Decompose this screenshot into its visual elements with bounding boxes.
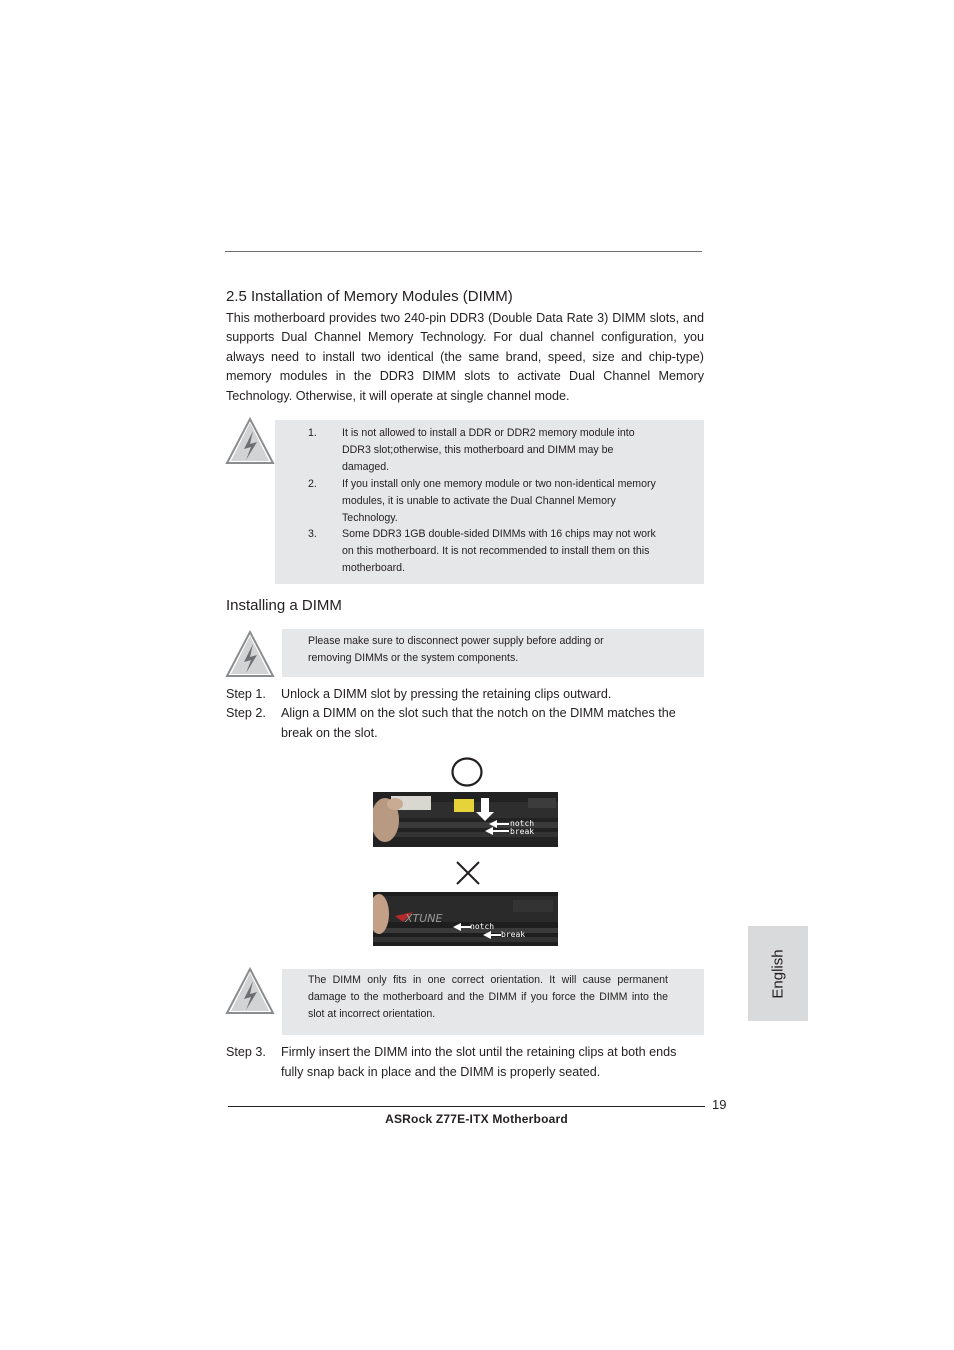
notch-label: notch [510, 819, 535, 828]
notes-box [275, 420, 704, 584]
warning-icon [225, 416, 275, 466]
note-item: 2. If you install only one memory module or two non-identical memory modules, it is unable to activate the Dual Channel Memory Technology. [308, 477, 656, 524]
dimm-photo-wrong [373, 892, 558, 946]
dimm-photo-correct [373, 792, 558, 847]
brand-text: XTUNE [405, 912, 443, 925]
orientation-warning-box [282, 969, 704, 1035]
warning-icon [225, 966, 275, 1016]
footer-product: ASRock Z77E-ITX Motherboard [385, 1112, 568, 1126]
step-1: Step 1. Unlock a DIMM slot by pressing the retaining clips outward. [226, 687, 612, 701]
note-item: 3. Some DDR3 1GB double-sided DIMMs with 16 chips may not work on this motherboard. It is not recommended to install them on this motherboard. [308, 528, 656, 575]
break-label: break [510, 827, 535, 836]
step-2: Step 2. Align a DIMM on the slot such that the notch on the DIMM matches the break on the slot. [226, 706, 676, 740]
side-tab-label: English [769, 948, 787, 999]
footer-rule [228, 1106, 705, 1107]
side-tab-english [748, 926, 808, 1021]
step-3: Step 3. Firmly insert the DIMM into the slot until the retaining clips at both ends fully snap back in place and the DIMM is properly seated. [226, 1045, 677, 1079]
notes-list [308, 425, 658, 577]
correct-circle-icon [449, 755, 485, 789]
top-rule [225, 251, 702, 252]
wrong-cross-icon [454, 859, 482, 887]
break-label: break [501, 930, 526, 939]
section-heading: 2.5 Installation of Memory Modules (DIMM) [226, 288, 513, 305]
intro-paragraph: This motherboard provides two 240-pin DDR3 (Double Data Rate 3) DIMM slots, and supports Dual Channel Memory Technology. For dual channel configuration, you always need to install two identical (the same brand, speed, size and chip-type) memory modules in the DDR3 DIMM slots to activate Dual Channel Memory Technology. Otherwise, it will operate at single channel mode. [226, 311, 704, 403]
note-item: 1. It is not allowed to install a DDR or DDR2 memory module into DDR3 slot;otherwise, this motherboard and DIMM may be damaged. [308, 427, 635, 473]
page-number: 19 [712, 1097, 727, 1112]
warning-icon [225, 629, 275, 679]
installing-heading: Installing a DIMM [226, 597, 342, 614]
orientation-warning-text: The DIMM only fits in one correct orientation. It will cause permanent damage to the motherboard and the DIMM if you force the DIMM into the slot at incorrect orientation. [308, 974, 668, 1020]
caution-text: Please make sure to disconnect power supply before adding or removing DIMMs or the system components. [308, 635, 604, 664]
notch-label: notch [470, 922, 495, 931]
caution-box [282, 629, 704, 677]
